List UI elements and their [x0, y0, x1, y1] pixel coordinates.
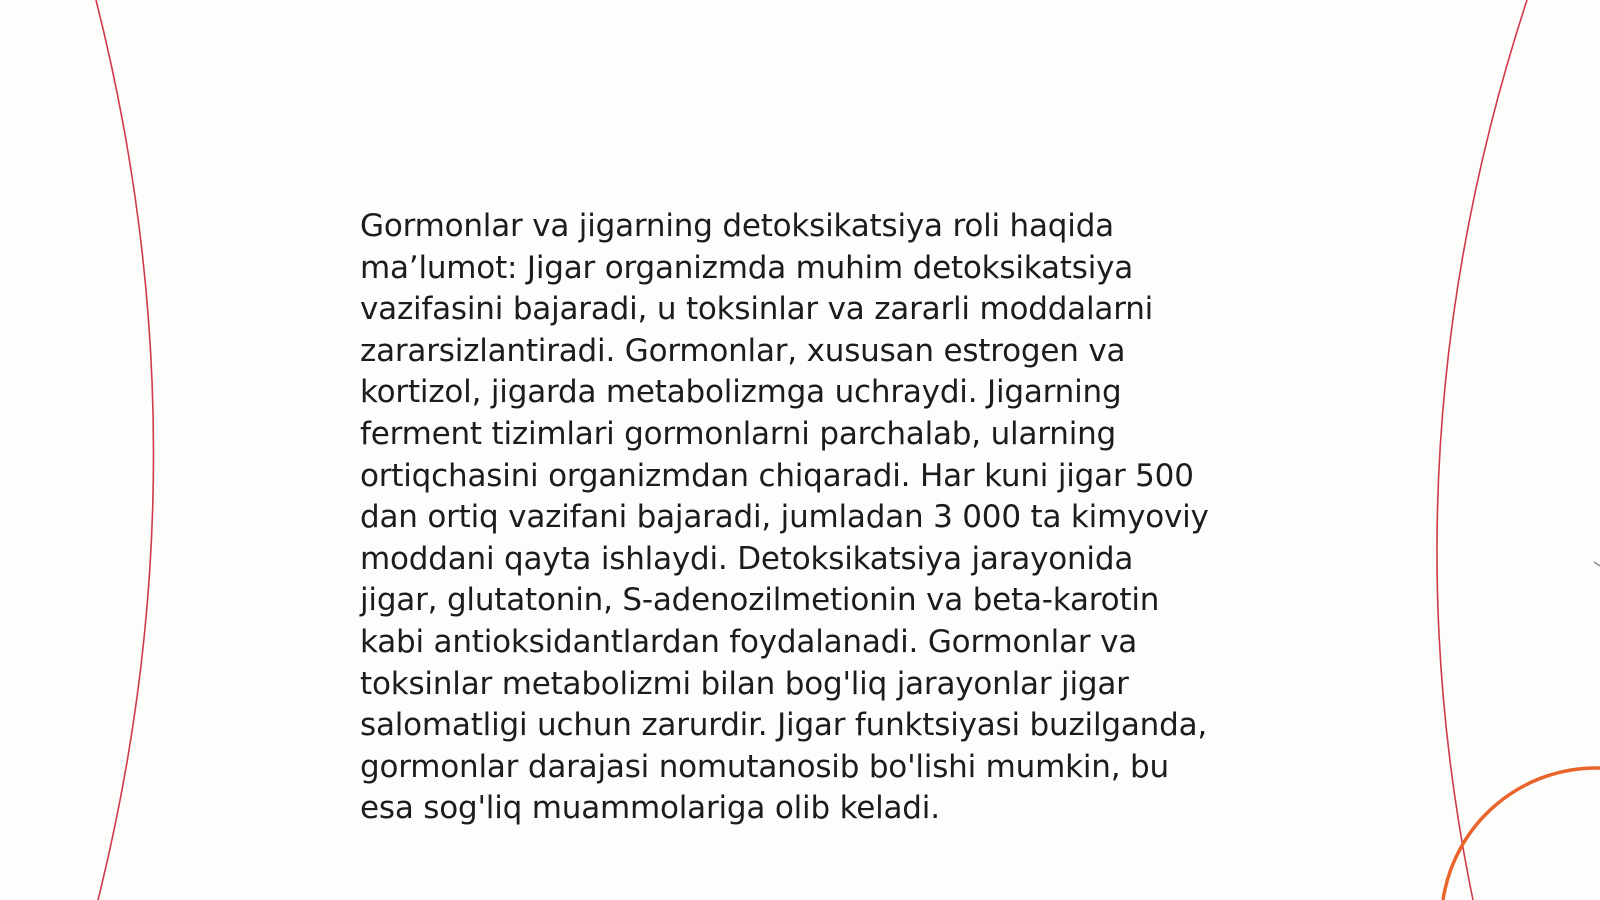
right-curve-line: [1437, 0, 1527, 900]
orange-arc: [1443, 768, 1600, 900]
right-edge-tick: [1594, 562, 1600, 566]
body-paragraph: Gormonlar va jigarning detoksikatsiya roli haqida ma’lumot: Jigar organizmda muhim detoksikatsiya vazifasini bajaradi, u toksinlar va zararli moddalarni zararsizlantiradi. Gormonlar, xususan estrogen va kortizol, jigarda metabolizmga uchraydi. Jigarning ferment tizimlari gormonlarni parchalab, ularning ortiqchasini organizmdan chiqaradi. Har kuni jigar 500 dan ortiq vazifani bajaradi, jumladan 3 000 ta kimyoviy moddani qayta ishlaydi. Detoksikatsiya jarayonida jigar, glutatonin, S-adenozilmetionin va beta-karotin kabi antioksidantlardan foydalanadi. Gormonlar va toksinlar metabolizmi bilan bog'liq jarayonlar jigar salomatligi uchun zarurdir. Jigar funktsiyasi buzilganda, gormonlar darajasi nomutanosib bo'lishi mumkin, bu esa sog'liq muammolariga olib keladi.: [360, 208, 1209, 827]
left-curve-line: [96, 0, 154, 900]
